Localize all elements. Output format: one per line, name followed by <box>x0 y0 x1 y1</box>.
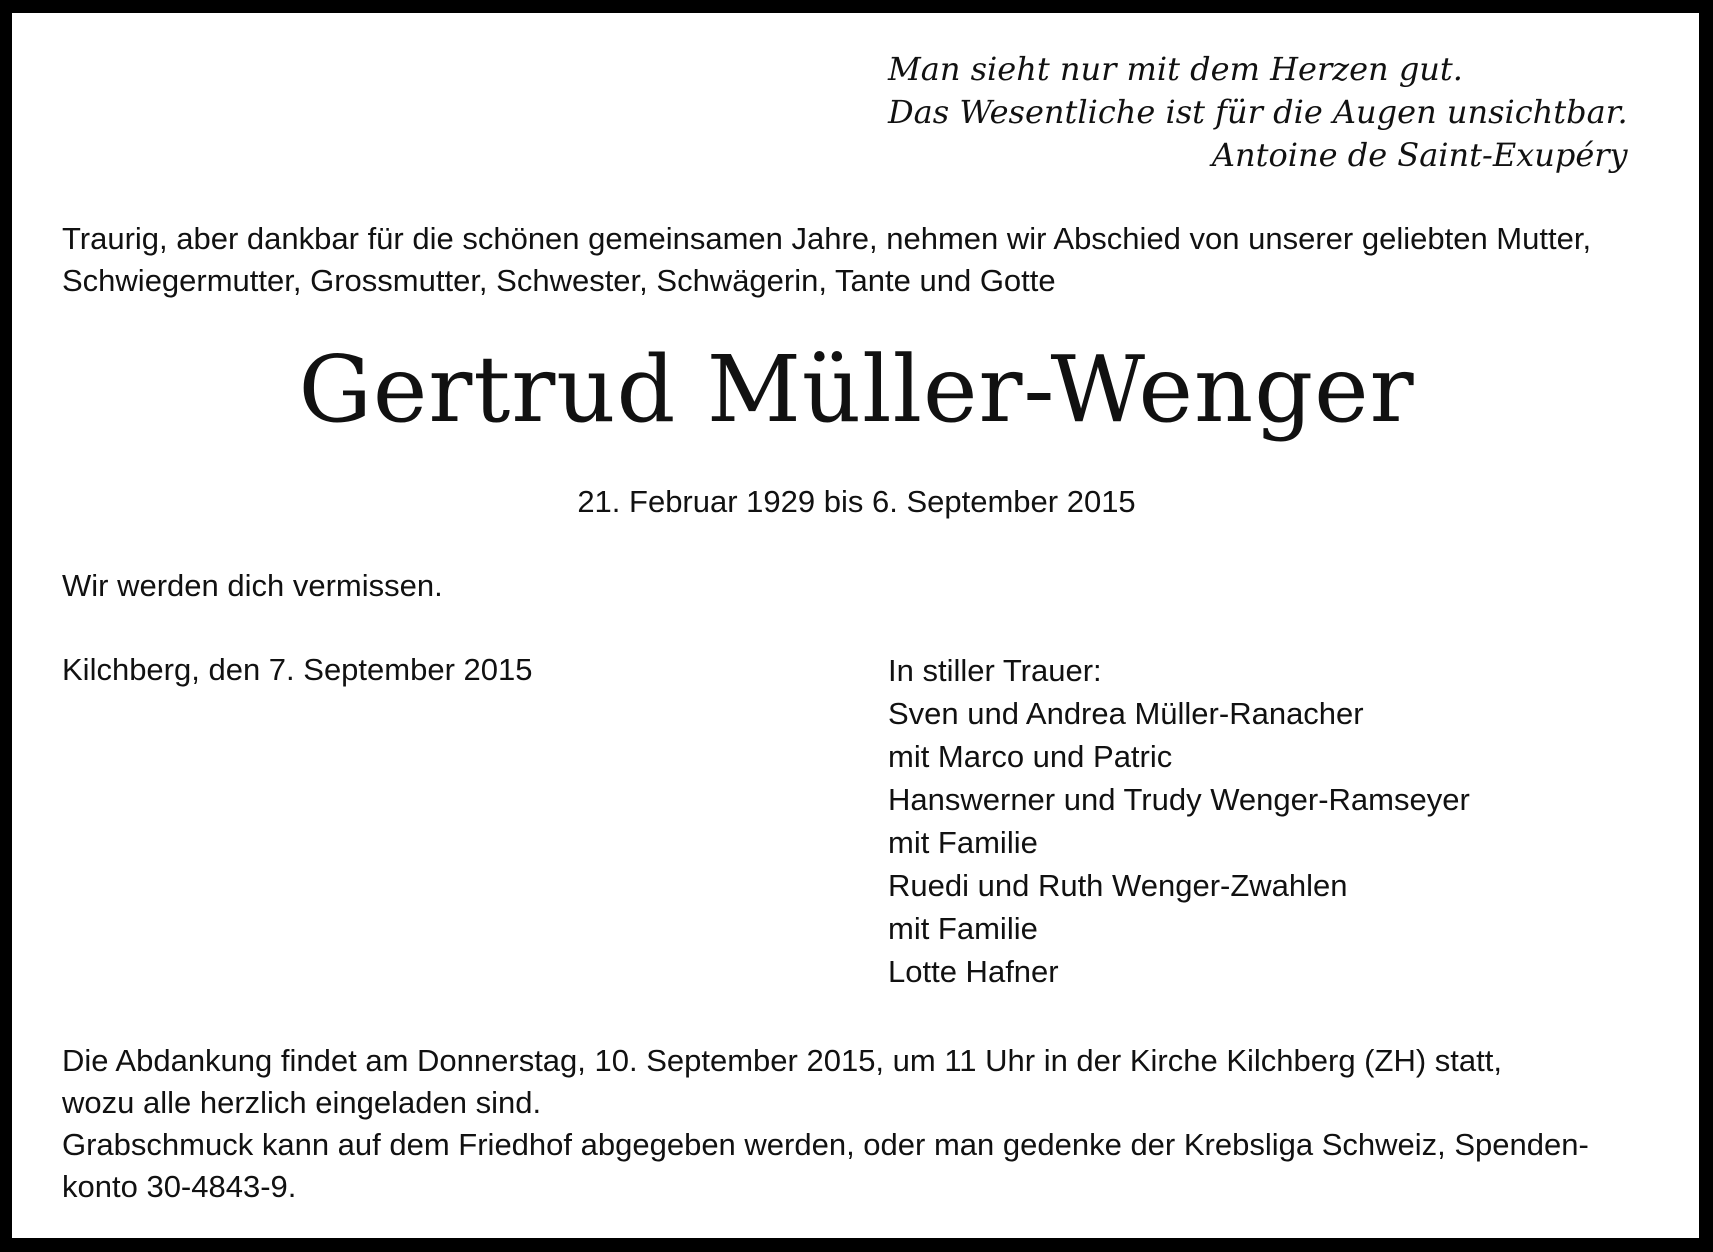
intro-line: Schwiegermutter, Grossmutter, Schwester, Schwägerin, Tante und Gotte <box>62 263 1056 298</box>
mourner-line: Hanswerner und Trudy Wenger-Ramseyer <box>888 782 1470 817</box>
intro-text <box>62 218 1662 302</box>
mourners-list <box>888 649 1470 993</box>
mourner-line: mit Marco und Patric <box>888 739 1173 774</box>
quote-line: Man sieht nur mit dem Herzen gut. <box>888 50 1463 88</box>
footer-line: Die Abdankung findet am Donnerstag, 10. September 2015, um 11 Uhr in der Kirche Kilchberg (ZH) statt, <box>62 1043 1502 1078</box>
life-dates: 21. Februar 1929 bis 6. September 2015 <box>577 484 1136 519</box>
mourner-line: mit Familie <box>888 825 1038 860</box>
footer-line: konto 30-4843-9. <box>62 1169 297 1204</box>
mourner-line: mit Familie <box>888 911 1038 946</box>
quote-line: Das Wesentliche ist für die Augen unsichtbar. <box>888 93 1628 131</box>
footer-line: Grabschmuck kann auf dem Friedhof abgegeben werden, oder man gedenke der Krebsliga Schweiz, Spenden- <box>62 1127 1589 1162</box>
intro-line: Traurig, aber dankbar für die schönen gemeinsamen Jahre, nehmen wir Abschied von unserer geliebten Mutter, <box>62 221 1592 256</box>
funeral-details <box>62 1040 1662 1208</box>
footer-line: wozu alle herzlich eingeladen sind. <box>62 1085 542 1120</box>
epigraph-quote <box>888 48 1628 177</box>
mourners-heading: In stiller Trauer: <box>888 653 1102 688</box>
deceased-name: Gertrud Müller-Wenger <box>298 336 1415 443</box>
mourner-line: Ruedi und Ruth Wenger-Zwahlen <box>888 868 1348 903</box>
place-and-date: Kilchberg, den 7. September 2015 <box>62 652 533 687</box>
mourner-line: Lotte Hafner <box>888 954 1059 989</box>
mourner-line: Sven und Andrea Müller-Ranacher <box>888 696 1364 731</box>
quote-author: Antoine de Saint-Exupéry <box>1211 136 1628 174</box>
farewell-text: Wir werden dich vermissen. <box>62 568 443 603</box>
